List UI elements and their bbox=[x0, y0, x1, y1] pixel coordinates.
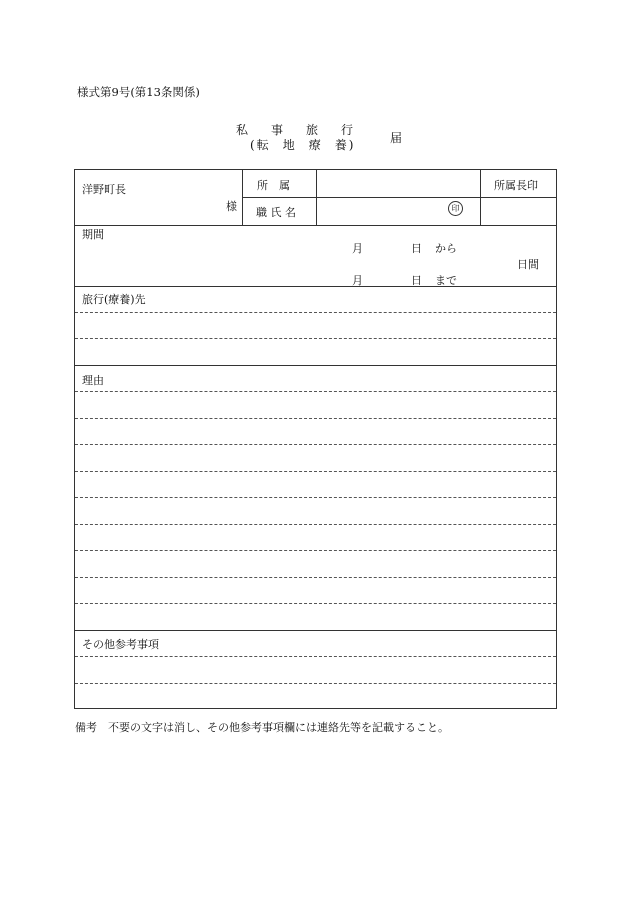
reason-label: 理由 bbox=[82, 374, 104, 387]
dashed-line bbox=[75, 656, 556, 657]
dashed-line bbox=[75, 497, 556, 498]
title-char: 旅 bbox=[306, 123, 319, 137]
period-until: まで bbox=[435, 274, 457, 287]
period-from: から bbox=[435, 242, 457, 255]
dashed-line bbox=[75, 550, 556, 551]
dashed-line bbox=[75, 683, 556, 684]
chief-seal-label: 所属長印 bbox=[494, 179, 538, 192]
other-label: その他参考事項 bbox=[82, 638, 159, 651]
dashed-line bbox=[75, 471, 556, 472]
addressee-sama: 様 bbox=[226, 200, 237, 213]
subtitle-char: 転 bbox=[256, 138, 269, 152]
dashed-line bbox=[75, 312, 556, 313]
subtitle-char: 養 bbox=[334, 138, 347, 152]
period-label: 期間 bbox=[82, 228, 104, 241]
form-number-label: 様式第9号(第13条関係) bbox=[77, 85, 200, 99]
dashed-line bbox=[75, 391, 556, 392]
addressee: 洋野町長 bbox=[82, 183, 126, 196]
divider bbox=[75, 286, 556, 287]
dashed-line bbox=[75, 603, 556, 604]
affiliation-field[interactable] bbox=[317, 171, 479, 196]
subtitle-paren-close: ) bbox=[348, 138, 354, 152]
divider bbox=[75, 225, 556, 226]
divider bbox=[75, 365, 556, 366]
subtitle-paren-open: ( bbox=[250, 138, 255, 152]
remarks-note: 備考 不要の文字は消し、その他参考事項欄には連絡先等を記載すること。 bbox=[75, 721, 449, 734]
affiliation-label: 所 属 bbox=[257, 179, 290, 192]
dashed-line bbox=[75, 577, 556, 578]
destination-label: 旅行(療養)先 bbox=[82, 293, 146, 306]
subtitle-char: 地 bbox=[282, 138, 295, 152]
dashed-line bbox=[75, 418, 556, 419]
period-day-until: 日 bbox=[411, 274, 422, 287]
title-char: 私 bbox=[236, 123, 249, 137]
period-month-until: 月 bbox=[352, 274, 363, 287]
title-char: 事 bbox=[271, 123, 284, 137]
title-char: 行 bbox=[341, 123, 354, 137]
period-days: 日間 bbox=[517, 258, 539, 271]
dashed-line bbox=[75, 524, 556, 525]
subtitle-char: 療 bbox=[308, 138, 321, 152]
dashed-line bbox=[75, 444, 556, 445]
title-todoke: 届 bbox=[390, 131, 403, 145]
period-day-from: 日 bbox=[411, 242, 422, 255]
name-label: 職 氏 名 bbox=[256, 206, 296, 219]
period-month-from: 月 bbox=[352, 242, 363, 255]
divider bbox=[75, 630, 556, 631]
dashed-line bbox=[75, 338, 556, 339]
seal-icon: 印 bbox=[448, 201, 463, 216]
form-table bbox=[74, 169, 557, 709]
document-subtitle bbox=[250, 136, 353, 153]
